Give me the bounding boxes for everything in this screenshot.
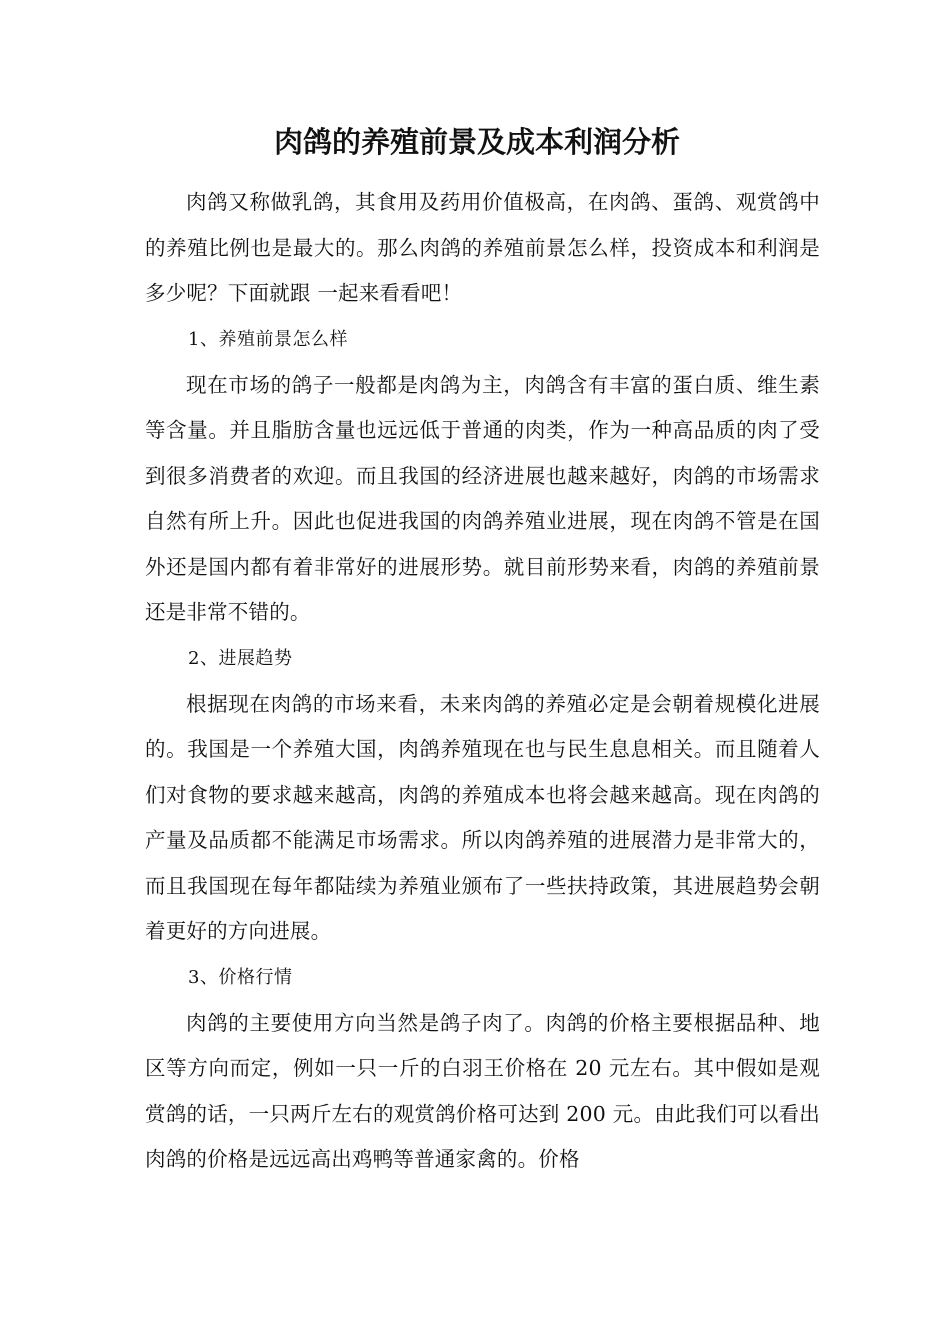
section-heading-2: 2、进展趋势 <box>188 647 293 669</box>
document-title: 肉鸽的养殖前景及成本利润分析 <box>274 125 681 159</box>
section-heading-3: 3、价格行情 <box>188 966 293 988</box>
section-paragraph-1: 现在市场的鸽子一般都是肉鸽为主，肉鸽含有丰富的蛋白质、维生素等含量。并且脂肪含量也远远低于普通的肉类，作为一种高品质的肉了受到很多消费者的欢迎。而且我国的经济进展也越来越好，肉鸽的市场需求自然有所上升。因此也促进我国的肉鸽养殖业进展，现在肉鸽不管是在国外还是国内都有着非常好的进展形势。就目前形势来看，肉鸽的养殖前景还是非常不错的。 <box>145 372 820 624</box>
section-paragraph-3: 肉鸽的主要使用方向当然是鸽子肉了。肉鸽的价格主要根据品种、地区等方向而定，例如一只一斤的白羽王价格在 20 元左右。其中假如是观赏鸽的话，一只两斤左右的观赏鸽价格可达到 200 元。由此我们可以看出肉鸽的价格是远远高出鸡鸭等普通家禽的。价格 <box>145 1010 820 1171</box>
section-heading-1: 1、养殖前景怎么样 <box>188 328 348 350</box>
intro-paragraph: 肉鸽又称做乳鸽，其食用及药用价值极高，在肉鸽、蛋鸽、观赏鸽中的养殖比例也是最大的。那么肉鸽的养殖前景怎么样，投资成本和利润是多少呢？下面就跟 一起来看看吧！ <box>145 190 820 305</box>
document-body <box>145 180 820 1183</box>
section-paragraph-2: 根据现在肉鸽的市场来看，未来肉鸽的养殖必定是会朝着规模化进展的。我国是一个养殖大国，肉鸽养殖现在也与民生息息相关。而且随着人们对食物的要求越来越高，肉鸽的养殖成本也将会越来越高。现在肉鸽的产量及品质都不能满足市场需求。所以肉鸽养殖的进展潜力是非常大的，而且我国现在每年都陆续为养殖业颁布了一些扶持政策，其进展趋势会朝着更好的方向进展。 <box>145 691 820 943</box>
